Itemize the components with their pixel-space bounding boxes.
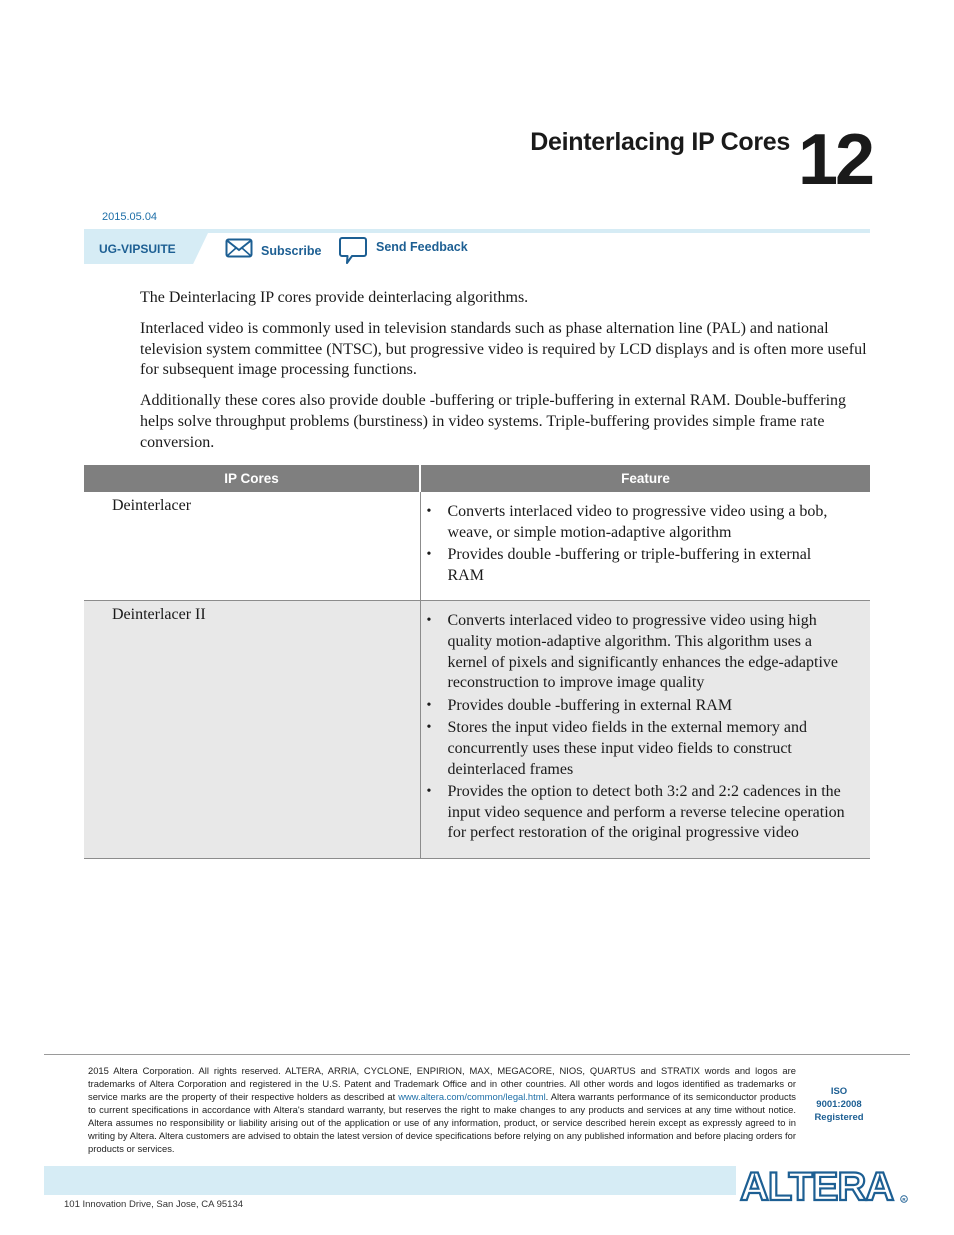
altera-logo xyxy=(736,1164,912,1209)
feature-item: • Provides double -buffering in external RAM xyxy=(448,696,847,717)
publish-date: 2015.05.04 xyxy=(102,211,158,223)
iso-registration xyxy=(806,1085,872,1124)
table-header-row xyxy=(84,465,870,492)
svg-text:R: R xyxy=(902,1197,906,1202)
intro-paragraph: Interlaced video is commonly used in television standards such as phase alternation line (PAL) and national television system committee (NTSC), but progressive video is required by LCD displays and is often more useful for subsequent image processing functions. xyxy=(140,319,867,379)
iso-line: ISO xyxy=(830,1086,848,1097)
legal-link[interactable]: www.altera.com/common/legal.html xyxy=(398,1091,546,1102)
registered-mark-icon xyxy=(901,1196,908,1203)
column-header-ip-cores: IP Cores xyxy=(84,465,420,492)
feature-list xyxy=(421,502,847,586)
intro-paragraph: Additionally these cores also provide double -buffering or triple-buffering in external RAM. Double-buffering helps solve throughput problems (burstiness) in video systems. Triple-buffering provides simple frame rate conversion. xyxy=(140,392,847,451)
intro-text xyxy=(140,288,872,464)
header-band-line xyxy=(84,229,870,233)
speech-bubble-icon[interactable] xyxy=(338,236,368,271)
send-feedback-link[interactable]: Send Feedback xyxy=(376,240,468,254)
chapter-number: 12 xyxy=(798,120,873,200)
company-address: 101 Innovation Drive, San Jose, CA 95134 xyxy=(64,1199,244,1210)
feature-item: • Provides the option to detect both 3:2 and 2:2 cadences in the input video sequence and perform a reverse telecine operation for perfect restoration of the original progressive video xyxy=(448,782,847,844)
feature-cell xyxy=(420,601,870,859)
feature-list xyxy=(421,611,847,844)
legal-text: 2015 Altera Corporation. All rights reserved. ALTERA, ARRIA, CYCLONE, ENPIRION, MAX, MEGACORE, NIOS, QUARTUS and STRATIX words and logos are trademarks of Altera Corporation and registered in the U.S. Patent and Trademark Office and in other countries. All other words and logos identified as trademarks or service marks are the property of their respective holders as described at xyxy=(88,1065,796,1102)
table-row xyxy=(84,492,870,601)
iso-line: Registered xyxy=(814,1112,864,1123)
feature-item: • Stores the input video fields in the external memory and concurrently uses these input video fields to construct deinterlaced frames xyxy=(448,718,847,780)
ip-cores-table xyxy=(84,465,870,859)
footer-divider xyxy=(44,1054,910,1055)
logo-wordmark: ALTERA xyxy=(740,1166,894,1204)
ip-core-name: Deinterlacer xyxy=(84,492,420,601)
chapter-title: Deinterlacing IP Cores xyxy=(530,128,790,156)
table-row xyxy=(84,601,870,859)
subscribe-link[interactable]: Subscribe xyxy=(261,244,322,258)
feature-item: • Converts interlaced video to progressive video using high quality motion-adaptive algorithm. This algorithm uses a kernel of pixels and significantly enhances the edge-adaptive reconstruction to improve image quality xyxy=(448,611,847,693)
feature-item: • Provides double -buffering or triple-buffering in external RAM xyxy=(448,545,847,586)
feature-cell xyxy=(420,492,870,601)
iso-line: 9001:2008 xyxy=(816,1099,862,1110)
column-header-feature: Feature xyxy=(420,465,870,492)
envelope-icon[interactable] xyxy=(225,238,253,263)
legal-notice xyxy=(88,1064,796,1155)
feature-item: • Converts interlaced video to progressive video using a bob, weave, or simple motion-adaptive algorithm xyxy=(448,502,847,543)
doc-id: UG-VIPSUITE xyxy=(99,242,176,256)
legal-text: . Altera warrants performance of its semiconductor products to current specifications in accordance with Altera's standard warranty, but reserves the right to make changes to any products and services at any time without notice. Altera assumes no responsibility or liability arising out of the application or use of any information, product, or service described herein except as expressly agreed to in writing by Altera. Altera customers are advised to obtain the latest version of device specifications before relying on any published information and before placing orders for products or services. xyxy=(88,1091,796,1154)
ip-core-name: Deinterlacer II xyxy=(84,601,420,859)
intro-paragraph: The Deinterlacing IP cores provide deinterlacing algorithms. xyxy=(140,289,529,306)
